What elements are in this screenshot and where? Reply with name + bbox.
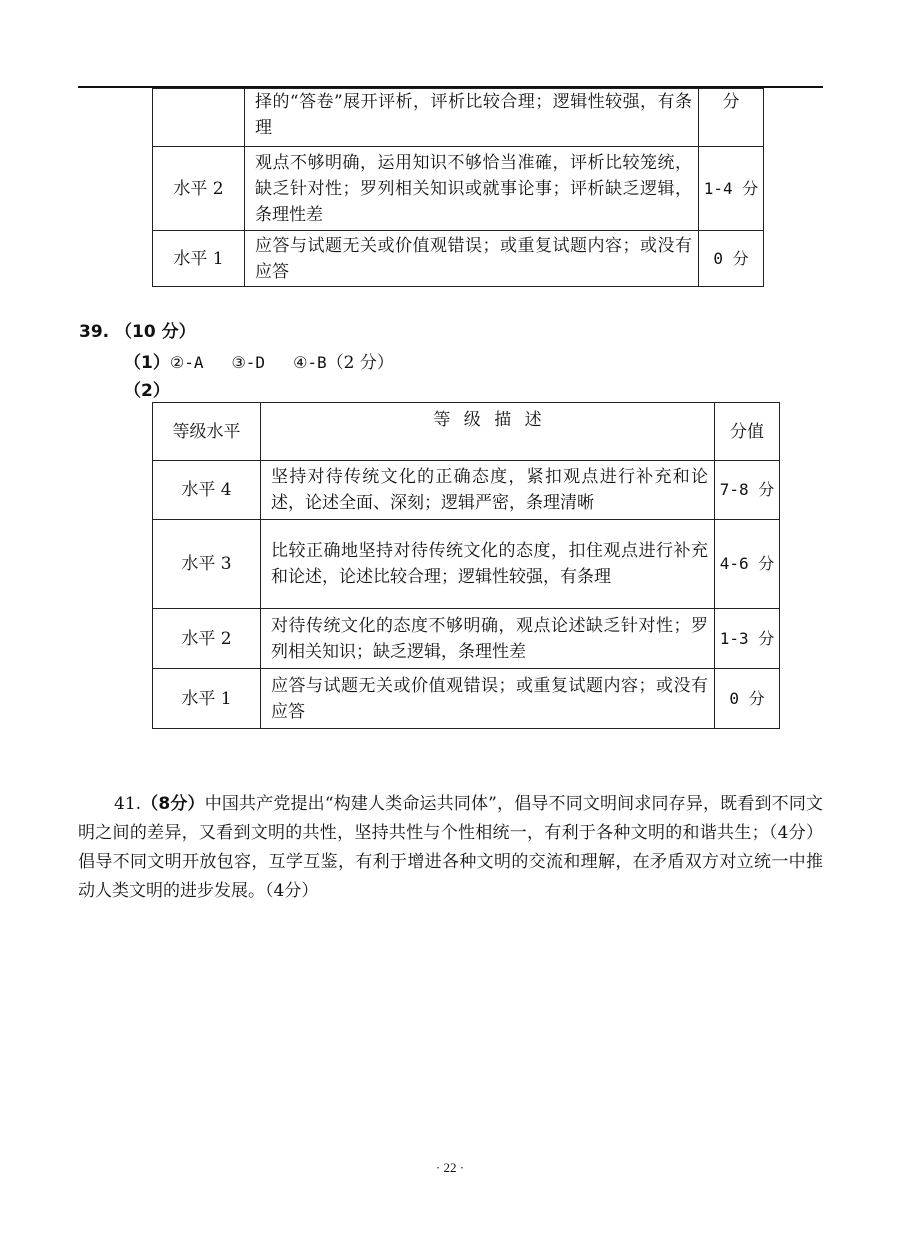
table-row [153, 231, 764, 287]
score-cell: 0 分 [715, 669, 780, 729]
question-39-part-1 [124, 348, 394, 373]
table-row [153, 461, 780, 520]
answer-item: ②-A [169, 353, 204, 372]
description-cell: 应答与试题无关或价值观错误；或重复试题内容；或没有应答 [245, 231, 699, 287]
score-cell: 分 [699, 89, 764, 147]
header-score: 分值 [715, 403, 780, 461]
page-number: · 22 · [435, 1160, 465, 1175]
question-41-answer [78, 790, 823, 906]
header-description: 等 级 描 述 [261, 403, 715, 461]
table-row [153, 147, 764, 231]
question-number: 39. [79, 322, 110, 342]
level-cell: 水平 1 [153, 669, 261, 729]
table-row [153, 520, 780, 609]
question-points: （8分） [141, 794, 205, 814]
rubric-table-q39 [152, 402, 780, 729]
level-cell: 水平 3 [153, 520, 261, 609]
score-cell: 4-6 分 [715, 520, 780, 609]
answer-text: 中国共产党提出“构建人类命运共同体”，倡导不同文明间求同存异，既看到不同文明之间的差异，又看到文明的共性，坚持共性与个性相统一，有利于各种文明的和谐共生；（4分）倡导不同文明开放包容，互学互鉴，有利于增进各种文明的交流和理解，在矛盾双方对立统一中推动人类文明的进步发展。（4分） [78, 794, 823, 901]
table-row [153, 609, 780, 669]
level-cell: 水平 4 [153, 461, 261, 520]
table-row [153, 89, 764, 147]
part-label: （2） [124, 381, 170, 401]
description-cell: 择的“答卷”展开评析，评析比较合理；逻辑性较强，有条理 [245, 89, 699, 147]
description-cell: 对待传统文化的态度不够明确，观点论述缺乏针对性；罗列相关知识；缺乏逻辑，条理性差 [261, 609, 715, 669]
score-cell: 7-8 分 [715, 461, 780, 520]
level-cell [153, 89, 245, 147]
answer-item: ③-D [231, 353, 266, 372]
score-cell: 1-4 分 [699, 147, 764, 231]
score-cell: 1-3 分 [715, 609, 780, 669]
table-header-row [153, 403, 780, 461]
table-row [153, 669, 780, 729]
level-cell: 水平 2 [153, 609, 261, 669]
question-points: （10 分） [115, 322, 196, 342]
description-cell: 坚持对待传统文化的正确态度，紧扣观点进行补充和论述，论述全面、深刻；逻辑严密，条理清晰 [261, 461, 715, 520]
description-cell: 比较正确地坚持对待传统文化的态度，扣住观点进行补充和论述，论述比较合理；逻辑性较强，有条理 [261, 520, 715, 609]
level-cell: 水平 1 [153, 231, 245, 287]
part-label: （1） [124, 353, 170, 373]
description-cell: 观点不够明确，运用知识不够恰当准確，评析比较笼统，缺乏针对性；罗列相关知识或就事论事；评析缺乏逻辑，条理性差 [245, 147, 699, 231]
rubric-table-q38-continued [152, 88, 764, 287]
description-cell: 应答与试题无关或价值观错误；或重复试题内容；或没有应答 [261, 669, 715, 729]
part-points: （2 分） [326, 353, 394, 373]
question-39-part-2 [124, 376, 170, 401]
level-cell: 水平 2 [153, 147, 245, 231]
header-level: 等级水平 [153, 403, 261, 461]
answer-item: ④-B [293, 353, 327, 372]
question-39-title [79, 317, 196, 342]
score-cell: 0 分 [699, 231, 764, 287]
question-number: 41. [114, 794, 142, 814]
